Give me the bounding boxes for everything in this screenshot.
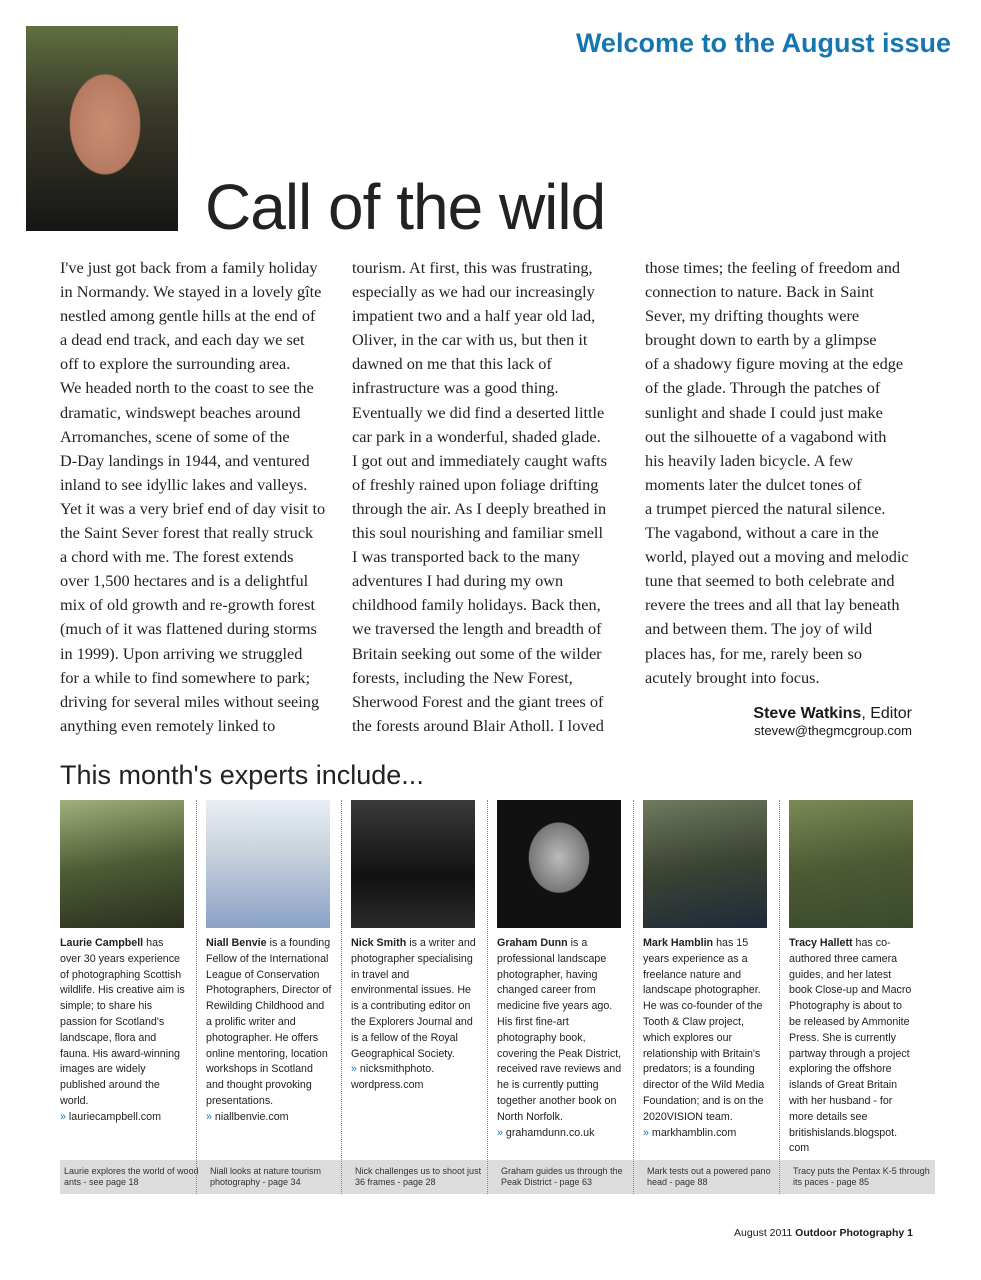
expert-card <box>789 800 930 1187</box>
expert-photo <box>60 800 184 928</box>
expert-bio <box>643 936 769 1150</box>
editor-signature <box>753 705 912 738</box>
page-footer <box>734 1227 913 1239</box>
editor-name: Steve Watkins <box>753 705 862 722</box>
editor-role: , Editor <box>861 705 912 722</box>
body-column-1: I've just got back from a family holiday in Normandy. We stayed in a lovely gîte nestled among gentle hills at the end of a dead end track, and each day we set off to explore the surrounding area. We headed north to the coast to see the dramatic, windswept beaches around Arromanches, scene of some of the D-Day landings in 1944, and ventured inland to see idyllic lakes and valleys. Yet it was a very brief end of day visit to the Saint Sever forest that really struck a chord with me. The forest extends over 1,500 hectares and is a delightful mix of old growth and re-growth forest (much of it was flattened during storms in 1999). Upon arriving we struggled for a while to find somewhere to park; driving for several miles without seeing anything even remotely linked to <box>60 258 326 735</box>
link-arrow-icon: » <box>206 1110 215 1123</box>
expert-caption: Graham guides us through the Peak District - page 63 <box>497 1160 643 1194</box>
expert-bio <box>60 936 186 1150</box>
expert-description: has 15 years experience as a freelance nature and landscape photographer. He was co-founder of the Tooth & Claw project, which explores our relationship with Britain's predators; is a founding director of the Wild Media Foundation; and is on the 2020VISION team. <box>643 937 765 1123</box>
expert-caption: Tracy puts the Pentax K-5 through its paces - page 85 <box>789 1160 935 1194</box>
expert-name: Nick Smith <box>351 937 407 949</box>
expert-name: Mark Hamblin <box>643 937 714 949</box>
expert-photo <box>351 800 475 928</box>
column-divider <box>341 800 342 1194</box>
link-arrow-icon: » <box>60 1110 69 1123</box>
expert-caption: Nick challenges us to shoot just 36 frames - page 28 <box>351 1160 497 1194</box>
link-arrow-icon: » <box>497 1126 506 1139</box>
column-divider <box>487 800 488 1194</box>
body-column-2: tourism. At first, this was frustrating, especially as we had our increasingly impatient two and a half year old lad, Oliver, in the car with us, but then it dawned on me that this lack of infrastructure was a good thing. Eventually we did find a deserted little car park in a wonderful, shaded glade. I got out and immediately caught wafts of freshly rained upon foliage drifting through the air. As I deeply breathed in this soul nourishing and familiar smell I was transported back to the many adventures I had during my own childhood family holidays. Back then, we traversed the length and breadth of Britain seeking out some of the wilder forests, including the New Forest, Sherwood Forest and the giant trees of the forests around Blair Atholl. I loved <box>352 258 608 735</box>
expert-bio <box>206 936 332 1150</box>
expert-name: Graham Dunn <box>497 937 568 949</box>
column-divider <box>633 800 634 1194</box>
footer-page-number: 1 <box>907 1227 913 1239</box>
expert-card <box>351 800 482 1187</box>
expert-description: is a writer and photographer specialising in travel and environmental issues. He is a contributing editor on the Explorers Journal and is a fellow of the Royal Geographical Society. <box>351 937 476 1060</box>
link-arrow-icon: » <box>643 1126 652 1139</box>
issue-heading: Welcome to the August issue <box>575 28 951 58</box>
expert-card <box>60 800 199 1187</box>
link-arrow-icon: » <box>351 1063 360 1076</box>
expert-description: is a founding Fellow of the International League of Conservation Photographers, Director of Rewilding Childhood and a prolific writer and photographer. He offers online mentoring, location workshops in Scotland and thought provoking presentations. <box>206 937 332 1107</box>
expert-link[interactable]: niallbenvie.com <box>214 1110 289 1123</box>
expert-photo <box>206 800 330 928</box>
footer-date: August 2011 <box>734 1227 793 1239</box>
expert-description: has over 30 years experience of photographing Scottish wildlife. His creative aim is simple; to share his passion for Scotland's landscape, flora and fauna. His award-winning images are widely published around the world. <box>60 937 185 1107</box>
expert-card <box>206 800 332 1187</box>
editor-photo <box>26 26 178 231</box>
expert-link[interactable]: markhamblin.com <box>651 1126 737 1139</box>
article-title: Call of the wild <box>205 171 606 243</box>
expert-name: Tracy Hallett <box>789 937 853 949</box>
expert-caption: Niall looks at nature tourism photography - page 34 <box>206 1160 352 1194</box>
column-divider <box>196 800 197 1194</box>
expert-bio <box>789 936 915 1155</box>
expert-caption: Mark tests out a powered pano head - page 88 <box>643 1160 789 1194</box>
footer-magazine: Outdoor Photography <box>795 1227 905 1239</box>
expert-card <box>643 800 771 1187</box>
expert-photo <box>497 800 621 928</box>
expert-card <box>497 800 623 1187</box>
expert-description: has co-authored three camera guides, and her latest book Close-up and Macro Photography is about to be released by Ammonite Press. She is currently partway through a project exploring the offshore islands of Great Britain with her husband - for more details see britishislands.blogspot. com <box>789 937 912 1155</box>
expert-name: Niall Benvie <box>206 937 267 949</box>
expert-bio <box>497 936 623 1150</box>
expert-caption: Laurie explores the world of wood ants - see page 18 <box>60 1160 206 1194</box>
body-column-3: those times; the feeling of freedom and connection to nature. Back in Saint Sever, my drifting thoughts were brought down to earth by a glimpse of a shadowy figure moving at the edge of the glade. Through the patches of sunlight and shade I could just make out the silhouette of a vagabond with his heavily laden bicycle. A few moments later the dulcet tones of a trumpet pierced the natural silence. The vagabond, without a care in the world, played out a moving and melodic tune that seemed to both celebrate and revere the trees and all that lay beneath and between them. The joy of wild places has, for me, rarely been so acutely brought into focus. <box>645 258 909 687</box>
expert-link[interactable]: lauriecampbell.com <box>68 1110 161 1123</box>
expert-photo <box>643 800 767 928</box>
expert-name: Laurie Campbell <box>60 937 144 949</box>
expert-description: is a professional landscape photographer, having changed career from medicine five years ago. His first fine-art photography book, covering the Peak District, received rave reviews and he is currently putting together another book on North Norfolk. <box>497 937 622 1123</box>
experts-heading: This month's experts include... <box>60 760 424 790</box>
expert-photo <box>789 800 913 928</box>
editor-email[interactable]: stevew@thegmcgroup.com <box>754 723 912 738</box>
column-divider <box>779 800 780 1194</box>
expert-link[interactable]: nicksmithphoto. wordpress.com <box>351 1063 435 1092</box>
expert-bio <box>351 936 477 1150</box>
expert-link[interactable]: grahamdunn.co.uk <box>505 1126 595 1139</box>
